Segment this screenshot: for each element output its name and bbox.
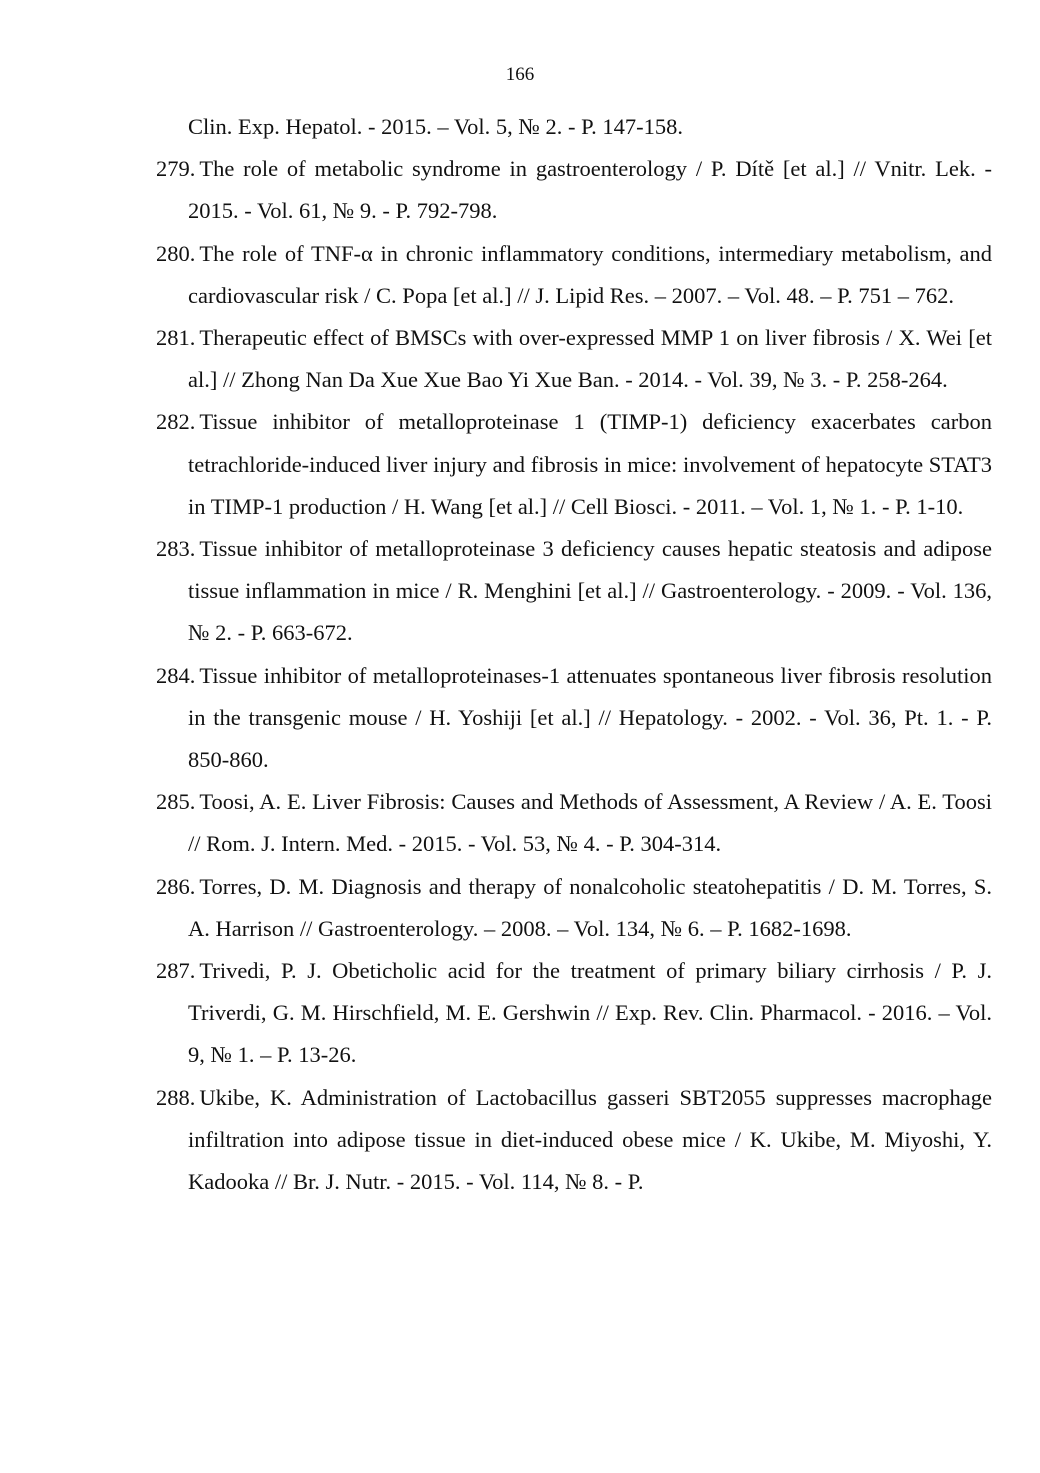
reference-text: The role of metabolic syndrome in gastroenterology / P. Dítě [et al.] // Vnitr. Lek. - 2015. - Vol. 61, № 9. - P. 792-798.	[188, 156, 992, 224]
reference-number: 288.	[156, 1084, 196, 1110]
reference-text: Tissue inhibitor of metalloproteinase 3 deficiency causes hepatic steatosis and adipose tissue inflammation in mice / R. Menghini [et al.] // Gastroenterology. - 2009. - Vol. 136, № 2. - P. 663-672.	[188, 536, 992, 646]
reference-number: 280.	[156, 240, 196, 266]
reference-number: 286.	[156, 873, 196, 899]
reference-number: 281.	[156, 325, 196, 351]
reference-text: Ukibe, K. Administration of Lactobacillus gasseri SBT2055 suppresses macrophage infiltration into adipose tissue in diet-induced obese mice / K. Ukibe, M. Miyoshi, Y. Kadooka // Br. J. Nutr. - 2015. - Vol. 114, № 8. - P.	[188, 1084, 992, 1195]
reference-number: 284.	[156, 662, 196, 688]
reference-number: 279.	[156, 156, 196, 182]
reference-item	[156, 148, 992, 232]
reference-item	[156, 866, 992, 950]
reference-number: 283.	[156, 536, 196, 562]
reference-text: Tissue inhibitor of metalloproteinase 1 (TIMP-1) deficiency exacerbates carbon tetrachloride-induced liver injury and fibrosis in mice: involvement of hepatocyte STAT3 in TIMP-1 production / H. Wang [et al.] // Cell Biosci. - 2011. – Vol. 1, № 1. - P. 1-10.	[188, 409, 992, 519]
reference-number: 282.	[156, 409, 196, 435]
reference-list	[156, 106, 992, 1203]
reference-item	[156, 781, 992, 865]
reference-item	[156, 233, 992, 317]
reference-item	[156, 528, 992, 655]
page-number: 166	[505, 64, 535, 85]
reference-text: Trivedi, P. J. Obeticholic acid for the treatment of primary biliary cirrhosis / P. J. Triverdi, G. M. Hirschfield, M. E. Gershwin // Exp. Rev. Clin. Pharmacol. - 2016. – Vol. 9, № 1. – P. 13-26.	[188, 958, 992, 1068]
reference-text: Tissue inhibitor of metalloproteinases-1 attenuates spontaneous liver fibrosis resolution in the transgenic mouse / H. Yoshiji [et al.] // Hepatology. - 2002. - Vol. 36, Pt. 1. - P. 850-860.	[188, 662, 992, 773]
reference-text: Toosi, A. E. Liver Fibrosis: Causes and Methods of Assessment, A Review / A. E. Toosi // Rom. J. Intern. Med. - 2015. - Vol. 53, № 4. - P. 304-314.	[188, 789, 992, 857]
reference-text: The role of TNF-α in chronic inflammatory conditions, intermediary metabolism, and cardiovascular risk / C. Popa [et al.] // J. Lipid Res. – 2007. – Vol. 48. – P. 751 – 762.	[188, 240, 992, 308]
reference-text: Therapeutic effect of BMSCs with over-expressed MMP 1 on liver fibrosis / X. Wei [et al.] // Zhong Nan Da Xue Xue Bao Yi Xue Ban. - 2014. - Vol. 39, № 3. - P. 258-264.	[188, 325, 992, 393]
reference-number: 285.	[156, 789, 196, 815]
reference-text: Clin. Exp. Hepatol. - 2015. – Vol. 5, № 2. - P. 147-158.	[188, 114, 684, 139]
reference-item	[156, 401, 992, 528]
reference-item	[156, 1077, 992, 1204]
reference-item	[156, 655, 992, 782]
reference-item	[156, 106, 992, 148]
reference-item	[156, 317, 992, 401]
reference-number: 287.	[156, 958, 196, 984]
reference-text: Torres, D. M. Diagnosis and therapy of nonalcoholic steatohepatitis / D. M. Torres, S. A. Harrison // Gastroenterology. – 2008. – Vol. 134, № 6. – P. 1682-1698.	[188, 873, 992, 941]
reference-item	[156, 950, 992, 1077]
